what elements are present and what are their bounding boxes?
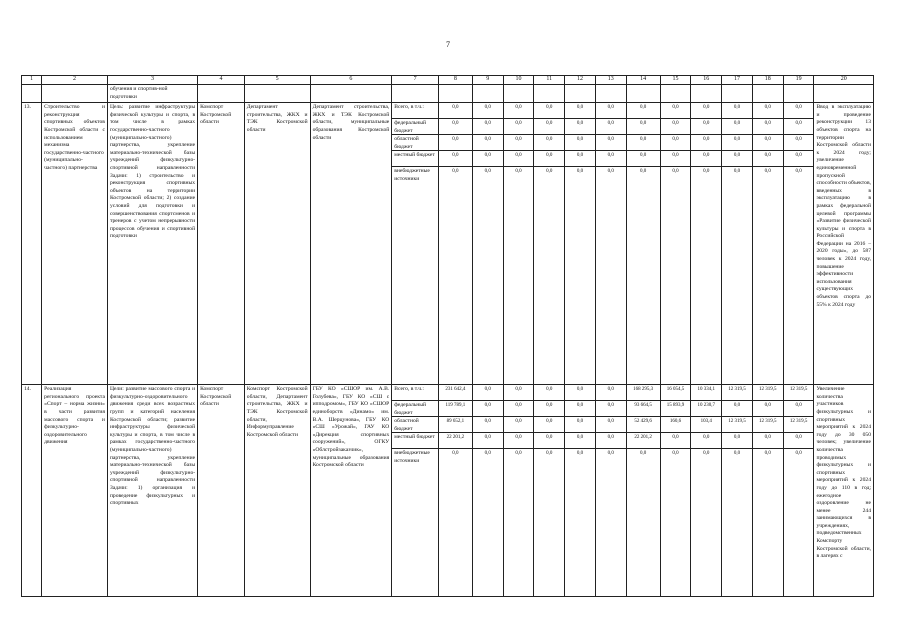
funding-value: 0,0	[722, 401, 752, 417]
funding-value: 0,0	[596, 103, 626, 119]
funding-value: 0,0	[627, 151, 660, 167]
funding-value-column	[691, 103, 722, 385]
funding-value: 103,4	[691, 417, 721, 433]
funding-value: 0,0	[722, 119, 752, 135]
column-header-19: 19	[783, 76, 814, 85]
funding-value: 0,0	[672, 451, 679, 457]
funding-value: 0,0	[703, 169, 710, 175]
funding-value: 0,0	[534, 417, 564, 433]
column-header-13: 13	[595, 76, 626, 85]
funding-value: 0,0	[534, 385, 564, 401]
funding-source-label: областной бюджет	[392, 417, 438, 433]
funding-value: 0,0	[504, 151, 534, 167]
row-number: 14.	[22, 385, 42, 597]
funding-value: 0,0	[439, 135, 472, 151]
funding-sources	[392, 103, 439, 385]
column-header-9: 9	[472, 76, 503, 85]
funding-value: 0,0	[753, 151, 783, 167]
funding-value: 0,0	[607, 169, 614, 175]
participants: ГБУ КО «СШОР им. А.В. Голубева», ГБУ КО «СШ с ипподромом», ГБУ КО «СШОР единоборств «Динамо» им. В.А. Шерцунова», ГБУ КО «СШ «Урожай», ГАУ КО «Дирекция спортивных сооружений», ОГКУ «Облстройзаказчик», муниципальные образования Костромской области	[310, 385, 392, 597]
funding-value: 0,0	[504, 433, 534, 449]
funding-value-column	[595, 103, 626, 385]
funding-value: 0,0	[627, 103, 660, 119]
funding-value: 0,0	[565, 119, 595, 135]
funding-value-column	[503, 385, 534, 597]
funding-value: 0,0	[473, 151, 503, 167]
funding-value: 0,0	[565, 385, 595, 401]
funding-value: 0,0	[661, 433, 691, 449]
funding-value: 0,0	[661, 119, 691, 135]
column-header-14: 14	[626, 76, 660, 85]
funding-value: 0,0	[534, 433, 564, 449]
funding-value: 0,0	[504, 103, 534, 119]
responsible-executor: Комспорт Костромской области	[198, 385, 245, 597]
funding-value: 0,0	[596, 385, 626, 401]
column-header-12: 12	[565, 76, 596, 85]
funding-value: 0,0	[784, 151, 814, 167]
funding-value: 0,0	[627, 119, 660, 135]
funding-value: 0,0	[439, 119, 472, 135]
funding-value: 0,0	[691, 151, 721, 167]
funding-value: 0,0	[565, 401, 595, 417]
funding-value: 0,0	[596, 417, 626, 433]
funding-value: 0,0	[439, 151, 472, 167]
funding-value: 0,0	[596, 151, 626, 167]
funding-value: 0,0	[515, 169, 522, 175]
funding-value: 0,0	[784, 433, 814, 449]
column-header-16: 16	[691, 76, 722, 85]
funding-value: 0,0	[504, 385, 534, 401]
funding-value: 0,0	[596, 119, 626, 135]
funding-value: 0,0	[546, 451, 553, 457]
funding-value-column	[565, 103, 596, 385]
funding-source-label: внебюджетные источники	[394, 168, 430, 182]
funding-value: 0,0	[473, 417, 503, 433]
funding-value: 0,0	[473, 385, 503, 401]
funding-value: 0,0	[596, 401, 626, 417]
funding-value: 12 319,5	[722, 417, 752, 433]
funding-value: 0,0	[565, 135, 595, 151]
funding-value: 52 429,6	[627, 417, 660, 433]
funding-value: 0,0	[764, 169, 771, 175]
funding-value-column	[691, 385, 722, 597]
funding-value: 168 295,3	[627, 385, 660, 401]
funding-source-label: местный бюджет	[392, 151, 438, 167]
column-header-1: 1	[22, 76, 42, 85]
funding-value: 0,0	[504, 135, 534, 151]
funding-value: 12 319,5	[722, 385, 752, 401]
carry-over-row	[22, 85, 874, 103]
participants: Департамент строительства, ЖКХ и ТЭК Костромской области, муниципальные образования Костромской области	[310, 103, 392, 385]
measure-goal: Цель: развитие инфраструктуры физической культуры и спорта, в том числе в рамках государственно-частного (муниципально-частного) партнерства, укрепление материально-технической базы учреждений физкультурно-спортивной направленности Задачи: 1) строительство и реконструкция спортивных объектов на территории Костромской области; 2) создание условий для подготовки и совершенствования спортсменов и тренеров с учетом непрерывности процессов обучения и спортивной подготовки	[107, 103, 197, 385]
funding-value: 0,0	[784, 401, 814, 417]
funding-value: 0,0	[691, 103, 721, 119]
funding-value: 0,0	[661, 103, 691, 119]
funding-value: 0,0	[484, 451, 491, 457]
funding-value-column	[722, 103, 753, 385]
funding-value: 0,0	[439, 103, 472, 119]
column-header-4: 4	[198, 76, 245, 85]
funding-value: 0,0	[627, 135, 660, 151]
funding-value: 0,0	[576, 451, 584, 457]
funding-source-label: федеральный бюджет	[392, 119, 438, 135]
measure-goal: Цели: развитие массового спорта и физкультурно-оздоровительного движения среди всех возрастных групп и категорий населения Костромской области; развитие инфраструктуры физической культуры и спорта, в том числе в рамках государственно-частного (муниципально-частного) партнерства, укрепление материально-технической базы учреждений физкультурно-спортивной направленности Задачи: 1) организация и проведение физкультурных и спортивных	[107, 385, 197, 597]
funding-value: 0,0	[733, 169, 741, 175]
funding-value: 0,0	[565, 151, 595, 167]
funding-value: 0,0	[576, 169, 584, 175]
funding-value: 10 230,7	[691, 401, 721, 417]
row-number: 13.	[22, 103, 42, 385]
funding-value-column	[534, 103, 565, 385]
funding-value-column	[472, 385, 503, 597]
funding-source-label: внебюджетные источники	[394, 450, 430, 464]
funding-source-label: Всего, в т.ч.:	[392, 103, 438, 119]
funding-source-label: местный бюджет	[392, 433, 438, 449]
funding-value-column	[783, 103, 814, 385]
column-header-10: 10	[503, 76, 534, 85]
funding-value: 0,0	[534, 135, 564, 151]
funding-value-column	[626, 103, 660, 385]
funding-value: 0,0	[546, 169, 553, 175]
funding-value: 160,6	[661, 417, 691, 433]
funding-sources	[392, 385, 439, 597]
funding-value-column	[503, 103, 534, 385]
funding-value: 12 319,5	[753, 417, 783, 433]
funding-value: 0,0	[722, 135, 752, 151]
funding-value: 0,0	[607, 451, 614, 457]
column-header-3: 3	[107, 76, 197, 85]
funding-value: 0,0	[640, 169, 647, 175]
funding-value-column	[565, 385, 596, 597]
funding-value: 22 201,2	[439, 433, 472, 449]
funding-value: 0,0	[784, 135, 814, 151]
funding-value: 0,0	[691, 135, 721, 151]
funding-value: 0,0	[534, 151, 564, 167]
expected-result: Увеличение количества участников физкультурных и спортивных мероприятий к 2024 году до 30 050 человек; увеличение количества проводимых физкультурных и спортивных мероприятий к 2024 году до 110 в год; ежегодное оздоровление не менее 244 занимающихся в учреждениях, подведомственных Комспорту Костромской области, в лагерях с	[814, 385, 874, 597]
column-header-8: 8	[438, 76, 472, 85]
funding-value-column	[438, 103, 472, 385]
funding-value: 119 789,1	[439, 401, 472, 417]
funding-value-column	[752, 385, 783, 597]
funding-value-column	[438, 385, 472, 597]
funding-source-label: Всего, в т.ч.:	[392, 385, 438, 401]
funding-value: 12 319,5	[784, 417, 814, 433]
funding-value: 10 334,1	[691, 385, 721, 401]
column-header-11: 11	[534, 76, 565, 85]
funding-value-column	[722, 385, 753, 597]
funding-value: 16 054,5	[661, 385, 691, 401]
co-executor: Департамент строительства, ЖКХ и ТЭК Костромской области	[244, 103, 310, 385]
funding-value: 0,0	[534, 103, 564, 119]
funding-source-label: областной бюджет	[392, 135, 438, 151]
program-table	[21, 75, 874, 597]
funding-value: 231 642,4	[439, 385, 472, 401]
funding-value: 93 664,5	[627, 401, 660, 417]
expected-result: Ввод в эксплуатацию и проведение реконструкции 13 объектов спорта на территории Костромской области к 2024 году; увеличение единовременной пропускной способности объектов, введенных в эксплуатацию в рамках федеральной целевой программы «Развитие физической культуры и спорта в Российской Федерации на 2016 – 2020 годы», до 587 человек к 2024 году, повышение эффективности использования существующих объектов спорта до 55% к 2024 году	[814, 103, 874, 385]
funding-value: 0,0	[753, 135, 783, 151]
funding-value: 0,0	[504, 417, 534, 433]
funding-value: 0,0	[565, 417, 595, 433]
funding-value: 0,0	[733, 451, 741, 457]
funding-value: 0,0	[691, 433, 721, 449]
funding-value: 0,0	[452, 169, 459, 175]
measure-name: Реализация регионального проекта «Спорт – норма жизни» в части развития массового спорта и физкультурно-оздоровительного движения	[42, 385, 108, 597]
funding-value: 0,0	[534, 119, 564, 135]
funding-value: 0,0	[452, 451, 459, 457]
column-number-header	[22, 76, 874, 85]
column-header-6: 6	[310, 76, 392, 85]
funding-value: 0,0	[596, 433, 626, 449]
funding-value: 0,0	[753, 119, 783, 135]
column-header-20: 20	[814, 76, 874, 85]
co-executor: Комспорт Костромской области, Департамент строительства, ЖКХ и ТЭК Костромской области, Информуправление Костромской области	[244, 385, 310, 597]
column-header-18: 18	[752, 76, 783, 85]
carry-over-text: обучения и спортив-ной подготовки	[107, 85, 197, 103]
funding-value-column	[660, 103, 691, 385]
measure-name: Строительство и реконструкция спортивных объектов Костромской области с использованием механизма государственно-частного (муниципально-частного) партнерства	[42, 103, 108, 385]
funding-value: 89 652,1	[439, 417, 472, 433]
funding-value: 0,0	[640, 451, 647, 457]
funding-value: 0,0	[565, 103, 595, 119]
funding-value-column	[783, 385, 814, 597]
funding-value: 0,0	[753, 433, 783, 449]
responsible-executor: Комспорт Костромской области	[198, 103, 245, 385]
funding-value: 0,0	[753, 103, 783, 119]
program-row	[22, 103, 874, 385]
funding-value: 0,0	[764, 451, 771, 457]
program-row	[22, 385, 874, 597]
funding-value-column	[626, 385, 660, 597]
funding-value-column	[534, 385, 565, 597]
column-header-5: 5	[244, 76, 310, 85]
page-number: 7	[446, 40, 450, 49]
funding-value-column	[660, 385, 691, 597]
funding-source-label: федеральный бюджет	[392, 401, 438, 417]
funding-value: 0,0	[473, 401, 503, 417]
funding-value: 0,0	[515, 451, 522, 457]
funding-value: 0,0	[722, 103, 752, 119]
funding-value: 0,0	[473, 103, 503, 119]
funding-value: 12 319,5	[753, 385, 783, 401]
funding-value: 0,0	[484, 169, 491, 175]
funding-value: 12 319,5	[784, 385, 814, 401]
funding-value: 0,0	[473, 135, 503, 151]
funding-value: 0,0	[784, 103, 814, 119]
funding-value: 0,0	[691, 119, 721, 135]
funding-value: 0,0	[596, 135, 626, 151]
funding-value: 15 893,9	[661, 401, 691, 417]
funding-value: 0,0	[473, 119, 503, 135]
funding-value: 0,0	[784, 119, 814, 135]
funding-value-column	[752, 103, 783, 385]
funding-value: 0,0	[753, 401, 783, 417]
column-header-2: 2	[42, 76, 108, 85]
funding-value-column	[595, 385, 626, 597]
column-header-15: 15	[660, 76, 691, 85]
funding-value: 0,0	[504, 119, 534, 135]
funding-value: 0,0	[661, 135, 691, 151]
funding-value: 22 201,2	[627, 433, 660, 449]
column-header-17: 17	[722, 76, 753, 85]
funding-value: 0,0	[703, 451, 710, 457]
funding-value: 0,0	[795, 451, 802, 457]
funding-value: 0,0	[473, 433, 503, 449]
funding-value-column	[472, 103, 503, 385]
column-header-7: 7	[392, 76, 439, 85]
funding-value: 0,0	[672, 169, 679, 175]
funding-value: 0,0	[795, 169, 802, 175]
funding-value: 0,0	[534, 401, 564, 417]
funding-value: 0,0	[661, 151, 691, 167]
funding-value: 0,0	[504, 401, 534, 417]
funding-value: 0,0	[722, 151, 752, 167]
funding-value: 0,0	[722, 433, 752, 449]
funding-value: 0,0	[565, 433, 595, 449]
